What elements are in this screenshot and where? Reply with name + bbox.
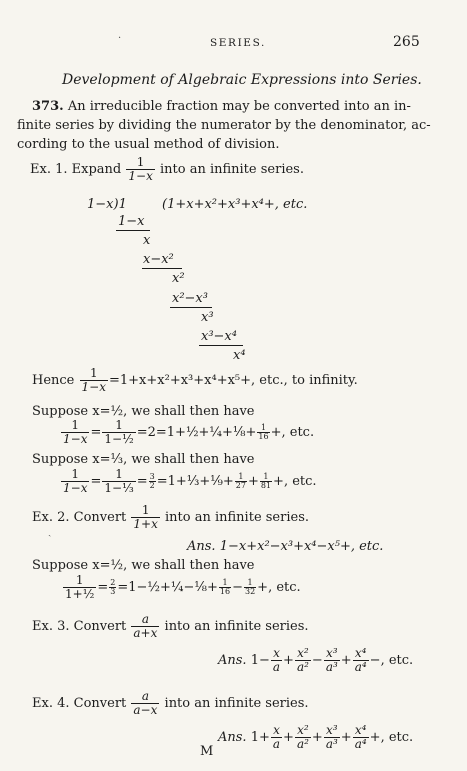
ex4-term-3-den: a³ — [325, 737, 338, 751]
ex4-term-2-num: x² — [295, 724, 311, 738]
ex3-verb: Convert — [73, 619, 127, 634]
ex2-32nd-num: 1 — [244, 579, 256, 588]
eq2-81st — [260, 473, 272, 490]
division-rule-1 — [116, 230, 150, 231]
article-number: 373. — [32, 99, 64, 114]
ex4-term-1 — [271, 724, 282, 751]
ex3-term-2-den: a² — [296, 660, 309, 674]
division-step-5: x²−x³ — [172, 291, 208, 306]
ex1-den: 1−x — [128, 169, 153, 183]
division-step-7: x³−x⁴ — [201, 329, 237, 344]
eq1-tail: +, etc. — [270, 425, 315, 440]
page-number: 265 — [393, 34, 420, 50]
eq2-tail: =1+⅓+⅑+ — [156, 474, 234, 489]
eq1-frac-b — [102, 419, 135, 446]
ex2-tail: into an infinite series. — [165, 510, 309, 525]
print-mark: ˎ — [48, 526, 52, 537]
ex1-statement — [30, 156, 304, 183]
ex4-tail: into an infinite series. — [164, 696, 309, 711]
ex4-answer: Ans. 1+ $\frac{x}{a}$ + $\frac{\text{x²}}{\text{a²}}$ + $\frac{\text{x³}}{\text{a³}}$ + $\frac{\text{x⁴}}{\text{a⁴}}$ +, etc. — [218, 723, 414, 751]
eq1-frac-b-den: 1−½ — [104, 432, 134, 446]
ex2-num: 1 — [131, 504, 159, 518]
ex4-ans-lead: 1+ — [250, 730, 270, 745]
ex1-fraction — [126, 156, 154, 183]
ex2-eq-tail: =1−½+¼−⅛+ — [117, 580, 218, 595]
ex4-term-2-den: a² — [296, 737, 309, 751]
ex4-statement — [32, 690, 309, 717]
ex4-term-2 — [295, 724, 311, 751]
division-step-8: x⁴ — [233, 348, 246, 363]
ex1-suppose-half: Suppose x=½, we shall then have — [32, 404, 255, 419]
ex2-answer — [187, 539, 383, 555]
article-line-3: cording to the usual method of division. — [17, 137, 280, 152]
eq2-equals: = — [90, 474, 102, 489]
ex2-statement — [32, 504, 309, 531]
ex3-term-1-num: x — [271, 647, 282, 661]
division-step-4: x² — [172, 271, 185, 286]
division-quotient: (1+x+x²+x³+x⁴+, etc. — [162, 197, 308, 212]
eq1-sixteenth — [257, 424, 269, 441]
eq2-27th — [235, 473, 247, 490]
division-step-6: x³ — [201, 310, 214, 325]
division-step-1: 1−x — [118, 214, 145, 229]
ex1-verb: Expand — [71, 162, 122, 177]
ex4-term-4 — [353, 724, 369, 751]
ex3-statement — [32, 613, 309, 640]
eq1-frac-a-num: 1 — [61, 419, 89, 433]
running-head: SERIES. — [210, 37, 266, 49]
eq1-frac-a — [61, 419, 89, 446]
ex4-num: a — [131, 690, 159, 704]
ex4-verb: Convert — [73, 696, 127, 711]
eq1-frac-b-num: 1 — [102, 419, 135, 433]
ex2-32nd — [244, 579, 256, 596]
print-speck: · — [118, 33, 122, 44]
ex2-eq-frac-den: 1+½ — [65, 587, 95, 601]
ex2-verb: Convert — [73, 510, 127, 525]
ex3-num: a — [131, 613, 159, 627]
ex2-den: 1+x — [133, 517, 158, 531]
ex2-equation: $\frac{1}{\text{1+½}}$ = $\frac{2}{3}$ =1−½+¼−⅛+ $\frac{1}{16}$ − $\frac{1}{32}$ +, etc. — [65, 573, 301, 601]
ex3-term-3-den: a³ — [325, 660, 338, 674]
ex2-sixteenth — [219, 579, 231, 596]
ex4-term-3 — [324, 724, 340, 751]
ex4-term-4-den: a⁴ — [354, 737, 367, 751]
hence-word: Hence — [32, 373, 75, 388]
ex3-ans-label: Ans. — [218, 653, 247, 668]
ex1-result-line — [32, 367, 358, 394]
ex3-term-4-den: a⁴ — [354, 660, 367, 674]
division-step-3: x−x² — [143, 252, 174, 267]
eq1-mid: =2=1+½+¼+⅛+ — [136, 425, 257, 440]
hence-num: 1 — [80, 367, 108, 381]
eq2-frac-b — [102, 468, 135, 495]
ex3-term-4-num: x⁴ — [353, 647, 369, 661]
ex3-ans-lead: 1− — [250, 653, 270, 668]
ex1-label: Ex. 1. — [30, 162, 68, 177]
eq2-27th-num: 1 — [235, 473, 247, 482]
eq2-three-halves — [149, 473, 156, 490]
ex2-ans-label: Ans. — [187, 539, 216, 554]
eq1-half: ½ — [122, 432, 134, 446]
article-text-1: An irreducible fraction may be converted into an in- — [67, 99, 411, 114]
eq2-three-halves-num: 3 — [149, 472, 155, 481]
ex3-term-1-den: a — [272, 660, 281, 674]
ex2-suppose: Suppose x=½, we shall then have — [32, 558, 255, 573]
eq2-27th-den: 27 — [235, 481, 246, 490]
ex3-term-2 — [295, 647, 311, 674]
ex4-den: a−x — [133, 703, 158, 717]
eq2-third: ⅓ — [122, 481, 134, 495]
ex2-eq-tail2: +, etc. — [257, 580, 301, 595]
ex1-equation-third: $\frac{1}{1-x}$ = $\frac{1}{\text{1−⅓}}$ = $\frac{3}{2}$ =1+⅓+⅑+ $\frac{1}{27}$ + $\frac{1}{81}$ +, etc. — [63, 467, 317, 495]
ex4-fraction — [131, 690, 159, 717]
ex2-two-thirds-num: 2 — [110, 578, 116, 587]
ex3-ans-trail: −, etc. — [369, 653, 414, 668]
ex1-equation-half: $\frac{1}{1-x}$ = $\frac{1}{\text{1−½}}$ =2=1+½+¼+⅛+ $\frac{1}{16}$ +, etc. — [63, 418, 315, 446]
section-heading: Development of Algebraic Expressions into Series. — [62, 72, 422, 88]
division-rule-4 — [199, 345, 243, 346]
ex2-eq-frac — [63, 574, 96, 601]
ex2-eq-frac-num: 1 — [63, 574, 96, 588]
ex4-ans-label: Ans. — [218, 730, 247, 745]
ex2-sixteenth-den: 16 — [219, 587, 231, 596]
ex2-fraction — [131, 504, 159, 531]
ex4-term-4-num: x⁴ — [353, 724, 369, 738]
ex4-term-3-num: x³ — [324, 724, 340, 738]
ex1-tail: into an infinite series. — [159, 162, 304, 177]
ex2-sixteenth-num: 1 — [219, 579, 231, 588]
ex1-suppose-third: Suppose x=⅓, we shall then have — [32, 452, 255, 467]
eq2-81st-den: 81 — [260, 481, 272, 490]
ex2-half: ½ — [82, 587, 95, 601]
ex3-label: Ex. 3. — [32, 619, 70, 634]
eq2-frac-b-num: 1 — [102, 468, 135, 482]
eq2-frac-a-den: 1−x — [63, 481, 88, 495]
ex3-answer: Ans. 1− $\frac{x}{a}$ + $\frac{\text{x²}}{\text{a²}}$ − $\frac{\text{x³}}{\text{a³}}$ + $\frac{\text{x⁴}}{\text{a⁴}}$ −, etc. — [218, 646, 414, 674]
ex3-den: a+x — [133, 626, 158, 640]
ex3-term-1 — [271, 647, 282, 674]
ex2-two-thirds — [109, 579, 116, 596]
eq2-end: +, etc. — [273, 474, 317, 489]
ex2-ans: 1−x+x²−x³+x⁴−x⁵+, etc. — [219, 539, 384, 554]
ex2-two-thirds-den: 3 — [110, 587, 116, 596]
ex4-label: Ex. 4. — [32, 696, 70, 711]
eq1-sixteenth-den: 16 — [258, 432, 269, 441]
ex3-fraction — [131, 613, 159, 640]
ex4-term-1-num: x — [271, 724, 282, 738]
hence-fraction — [80, 367, 108, 394]
eq1-frac-a-den: 1−x — [63, 432, 88, 446]
ex4-ans-trail: +, etc. — [369, 730, 414, 745]
ex3-term-3-num: x³ — [324, 647, 340, 661]
division-divisor: 1−x)1 — [87, 197, 127, 212]
division-rule-3 — [170, 307, 212, 308]
ex3-term-3 — [324, 647, 340, 674]
ex2-equals: = — [97, 580, 109, 595]
ex4-term-1-den: a — [272, 737, 281, 751]
ex2-label: Ex. 2. — [32, 510, 70, 525]
eq2-frac-a-num: 1 — [61, 468, 89, 482]
division-step-2: x — [143, 233, 151, 248]
ex3-term-4 — [353, 647, 369, 674]
eq2-three-halves-den: 2 — [149, 481, 155, 490]
ex1-result: =1+x+x²+x³+x⁴+x⁵+, etc., to infinity. — [109, 373, 358, 388]
division-rule-2 — [142, 268, 182, 269]
ex1-num: 1 — [126, 156, 154, 170]
signature-mark: M — [200, 744, 214, 759]
article-line-2: finite series by dividing the numerator by the denominator, ac- — [17, 118, 431, 133]
eq2-frac-b-den: 1−⅓ — [104, 481, 134, 495]
eq1-sixteenth-num: 1 — [257, 424, 269, 433]
ex2-32nd-den: 32 — [244, 587, 256, 596]
article-line-1 — [32, 99, 411, 115]
hence-den: 1−x — [81, 380, 106, 394]
ex3-term-2-num: x² — [295, 647, 311, 661]
eq2-81st-num: 1 — [260, 473, 272, 482]
ex3-tail: into an infinite series. — [164, 619, 309, 634]
eq2-frac-a — [61, 468, 89, 495]
